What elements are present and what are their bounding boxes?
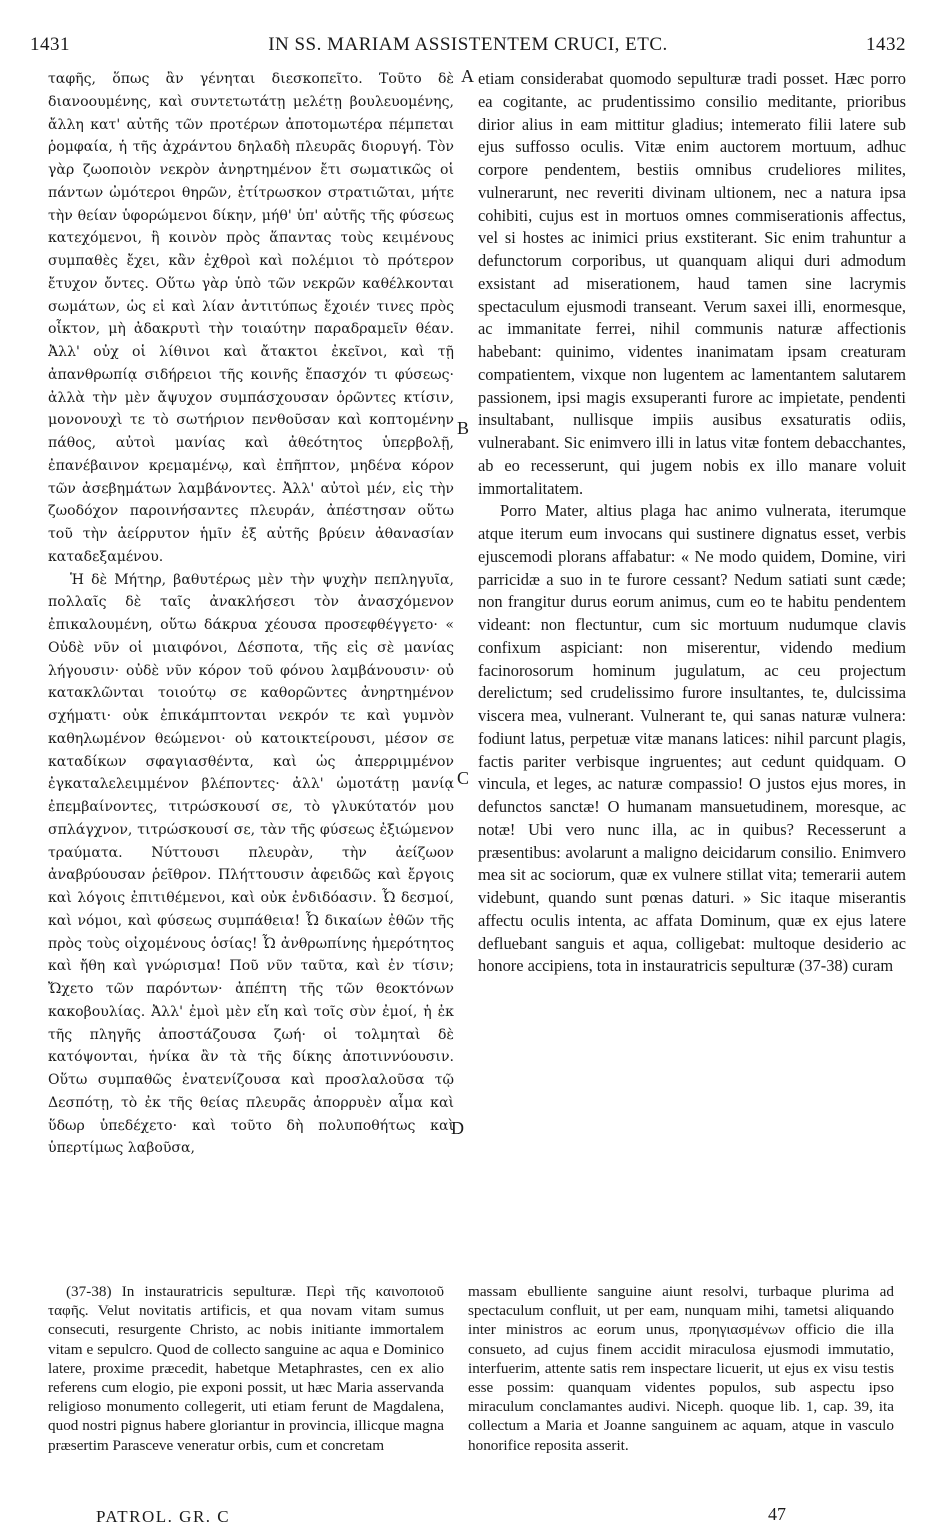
margin-marker-b: B <box>457 418 470 438</box>
margin-marker-a: A <box>461 66 474 86</box>
latin-paragraph: etiam considerabat quomodo sepulturæ tradi posset. Hæc porro ea cogitante, ac prudentissimo consilio meditante, prioribus dirior alius in eam mittitur gladius; intemerato filii latere sub ejus suffosso oculis. Vitæ enim auctorem mortuum, adhuc corpore pendentem, bestiis omnibus crudeliores milites, vulnerarunt, nec reveriti divinam ultionem, nec a natura ipsa cohibiti, cujus est in mortuos omnes commiserationis affectus, vel si hostes ac inimici prius exstiterant. Sic enim trahuntur a defunctorum corporibus, ut quanquam aliqui duri admodum exsistant ad miserationem, haud tamen sine lacrymis spectaculum ejusmodi transeant. Verum saxei illi, enormesque, ac immanitate ferrei, nihil communis naturæ affectionis habebant: quinimo, videntes inanimatam ipsam creaturam compatientem, vixque non lugentem ac lamentantem salutarem passionem, ipsi magis exsuperanti furore ac impietate, pendenti insultabant, nullisque impiis ausibus exsaturatis odiis, vulnerabant. Sic enimvero illi in latus vitæ fontem debacchantes, ab eo recesserunt, qui jugem nobis ex illo manare voluit immortalitatem. <box>478 69 906 498</box>
signature-mark: PATROL. GR. C <box>96 1507 231 1526</box>
footnote-right-column <box>468 1282 894 1500</box>
running-header <box>30 34 906 62</box>
margin-marker-c: C <box>457 768 470 788</box>
margin-marker-d: D <box>451 1118 464 1138</box>
page-number-left: 1431 <box>30 34 70 55</box>
footnote-text: (37-38) In instauratricis sepulturæ. Περὶ τῆς καινοποιοῦ ταφῆς. Velut novitatis artificis, et qua novam vitam sumus consecuti, resurgente Christo, ac nobis initiante immortalem vitam e sepulcro. Quod de collecto sanguine ac aqua e Dominico latere, proxime præcedit, habetque Metaphrastes, cen ex alio referens cum elogio, pie exponi possit, ut hæc Maria asservanda religioso monumento collegerit, uti etiam ferunt de Magdalena, quod nostri pignus habere gloriantur in provincia, illicque magna præsertim Parasceve veneratur orbis, cum et concretam <box>48 1283 444 1454</box>
greek-text-column <box>48 68 454 1253</box>
footnote-left-column <box>48 1282 444 1500</box>
latin-text-column <box>478 68 906 1253</box>
greek-paragraph: ταφῆς, ὅπως ἂν γένηται διεσκοπεῖτο. Τοῦτο δὲ διανοουμένης, καὶ συντετωτάτῃ μελέτῃ βουλευομένης, ἄλλη κατ' αὐτῆς τῶν προτέρων ἀποτομωτέρα πέμπεται ῥομφαία, ἡ τῆς ἀχράντου δηλαδὴ πλευρᾶς διορυγή. Τὸν γὰρ ζωοποιὸν νεκρὸν ἀνηρτημένον ἔτι σωματικῶς οἱ πάντων ὠμότεροι θηρῶν, ἐτίτρωσκον στρατιῶται, μήτε τὴν θείαν ὑφορώμενοι δίκην, μήθ' ὑπ' αὐτῆς τῆς φύσεως κατεχόμενοι, ἣ κοινὸν πρὸς ἅπαντας τοὺς κειμένους συμπαθὲς ἔχει, κἂν ἐχθροὶ καὶ πολέμιοι τὸ πρότερον ἔτυχον ὄντες. Οὕτω γὰρ ὑπὸ τῶν νεκρῶν καθέλκονται σωμάτων, ὡς εἰ καὶ λίαν ἀντιτύπως ἔχοιέν τινες πρὸς οἶκτον, μὴ ἀδακρυτὶ τὴν τοιαύτην παραδραμεῖν θέαν. Ἀλλ' οὐχ οἱ λίθινοι καὶ ἄτακτοι ἐκεῖνοι, καὶ τῇ ἀπανθρωπίᾳ σιδήρειοι τῆς κοινῆς ἔπασχόν τι φύσεως· ἀλλὰ τὴν μὲν ἄψυχον συμπάσχουσαν ὁρῶντες κτίσιν, μονονουχὶ τε τὸ σωτήριον πενθοῦσαν καὶ κοπτομένην πάθος, αὐτοὶ μανίας καὶ ἀθεότητος ὑπερβολῇ, ἐπανέβαινον κρεμαμένῳ, καὶ ἐπῆπτον, μηδένα κόρον τῶν ἀσεβημάτων λαμβάνοντες. Ἀλλ' αὐτοὶ μέν, εἰς τὴν ζωοδόχον παροινήσαντες πλευράν, ἀπέστησαν οὕτω τοῦ τὴν ἀείρρυτον ἡμῖν ἐξ αὐτῆς βρύειν ἀθανασίαν καταδεξαμένου. <box>48 71 454 565</box>
latin-paragraph: Porro Mater, altius plaga hac animo vulnerata, iterumque atque iterum eum invocans qui sustinere dignatus esset, verbis ejuscemodi plorans affabatur: « Ne modo quidem, Domine, viri parricidæ a suo in te furore cessant? Nedum satiati sunt cæde; non frangitur durus eorum animus, cum eo te habitu pendentem videant: non flectuntur, cum sic mortuum nudumque clavis confixum aspiciant: non miserentur, videndo medium facinorosorum hominum jugulatum, ac ceu projectum derelictum; sed crudelissimo furore insultantes, te, dulcissima viscera mea, vulnerant. Vulnerant te, qui sanas naturæ vulnera: fodiunt latus, perpetuæ vitæ manans latices: nihil parcunt plagis, factis pariter verbisque ingruentes; aut cedunt quidquam. O vincula, et leges, ac naturæ compassio! O justos ejus mores, in defunctos sanctæ! O humanam mansuetudinem, moresque, ac notæ! Ubi vero nunc illa, ac in quibus? Recesserunt a præsentibus: avolarunt a maligno deicidarum consilio. Enimvero mea sit ac sociorum, quæ ex vulnere stillat vita; temerarii autem videbunt, quando sunt pœnas daturi. » Sic itaque miserantis affectu oculis intenta, ac affata Dominum, quæ ex ejus latere defluebant sanguis et aqua, colligebat: multoque desiderio ac honore accipiens, tota in instauratricis sepulturæ (37-38) curam <box>478 501 906 976</box>
signature-number: 47 <box>768 1504 786 1524</box>
running-title: IN SS. MARIAM ASSISTENTEM CRUCI, ETC. <box>268 34 668 55</box>
greek-paragraph: Ἡ δὲ Μήτηρ, βαθυτέρως μὲν τὴν ψυχὴν πεπληγυῖα, πολλαῖς δὲ ταῖς ἀνακλήσεσι τὸν ἀνασχόμενον ἐπικαλουμένη, οὕτω δάκρυα χέουσα προσεφθέγγετο· « Οὐδὲ νῦν οἱ μιαιφόνοι, Δέσποτα, τῆς εἰς σὲ μανίας λήγουσιν· οὐδὲ νῦν κόρον τοῦ φόνου λαμβάνουσιν· οὐ κατακλῶνται τοιούτῳ σε καθορῶντες ἀνηρτημένον σχήματι· οὐκ ἐπικάμπτονται νεκρόν τε καὶ γυμνὸν καθηλωμένον θεώμενοι· οὐ κατοικτείρουσι, μέσον σε καταδίκων σφαγιασθέντα, καὶ ὡς ἀπερριμμένον ἐγκαταλελειμμένον βλέποντες· ἀλλ' ὠμοτάτῃ μανίᾳ ἐπεμβαίνοντες, τιτρώσκουσί σε, τὸ γλυκύτατόν μου σπλάγχνον, τιτρώσκουσί σε, τὰν τῆς φύσεως ἐξιώμενον τραύματα. Νύττουσι πλευρὰν, τὴν ἀείζωον ἀναβρύουσαν ῥεῖθρον. Πλήττουσιν ἀφειδῶς καὶ ἔργοις καὶ λόγοις ἐπιτιθέμενοι, καὶ οὐκ ἐνδιδόασιν. Ὦ δεσμοί, καὶ νόμοι, καὶ φύσεως συμπάθεια! Ὦ δικαίων ἐθῶν τῆς πρὸς τοὺς οἰχομένους ὁσίας! Ὦ ἀνθρωπίνης ἡμερότητος καὶ ἤθη καὶ γνώρισμα! Ποῦ νῦν ταῦτα, καὶ ἐν τίσιν; Ὤχετο τῶν παρόντων· ἀπέπτη τῆς τῶν θεοκτόνων κακοβουλίας. Ἀλλ' ἐμοὶ μὲν εἴη καὶ τοῖς σὺν ἐμοί, ἡ ἐκ τῆς πληγῆς ἀποστάζουσα ζωή· οἱ τολμηταὶ δὲ κατόψονται, ἡνίκα ἂν τὰ τῆς δίκης ἀποτιννύουσιν. Οὕτω συμπαθῶς ἐνατενίζουσα καὶ προσλαλοῦσα τῷ Δεσπότῃ, τὸ ἐκ τῆς θείας πλευρᾶς ἀπορρυὲν αἷμα καὶ ὕδωρ ὑπεδέχετο· καὶ τοῦτο δὴ πολυποθήτως καὶ ὑπερτίμως λαβοῦσα, <box>48 571 454 1157</box>
page-number-right: 1432 <box>866 34 906 55</box>
footnote-text: massam ebulliente sanguine aiunt resolvi, turbaque plurima ad spectaculum confluit, ut per eam, nunquam mihi, tametsi aliquando inter ministros ac eorum unus, προηγιασμένων officio die illa consueto, ad cujus finem accidit miraculosa ejusmodi immutatio, interfuerim, attente satis rem inspectare licuerit, ut ejus ex visu testis esse possim: quanquam videntes populos, sub aspectu ipso miraculum conclamantes audivi. Niceph. quoque lib. 1, cap. 39, ita collectum a Maria et Joanne sanguinem ac aquam, atque in vasculo honorifice reposita asserit. <box>468 1283 894 1454</box>
